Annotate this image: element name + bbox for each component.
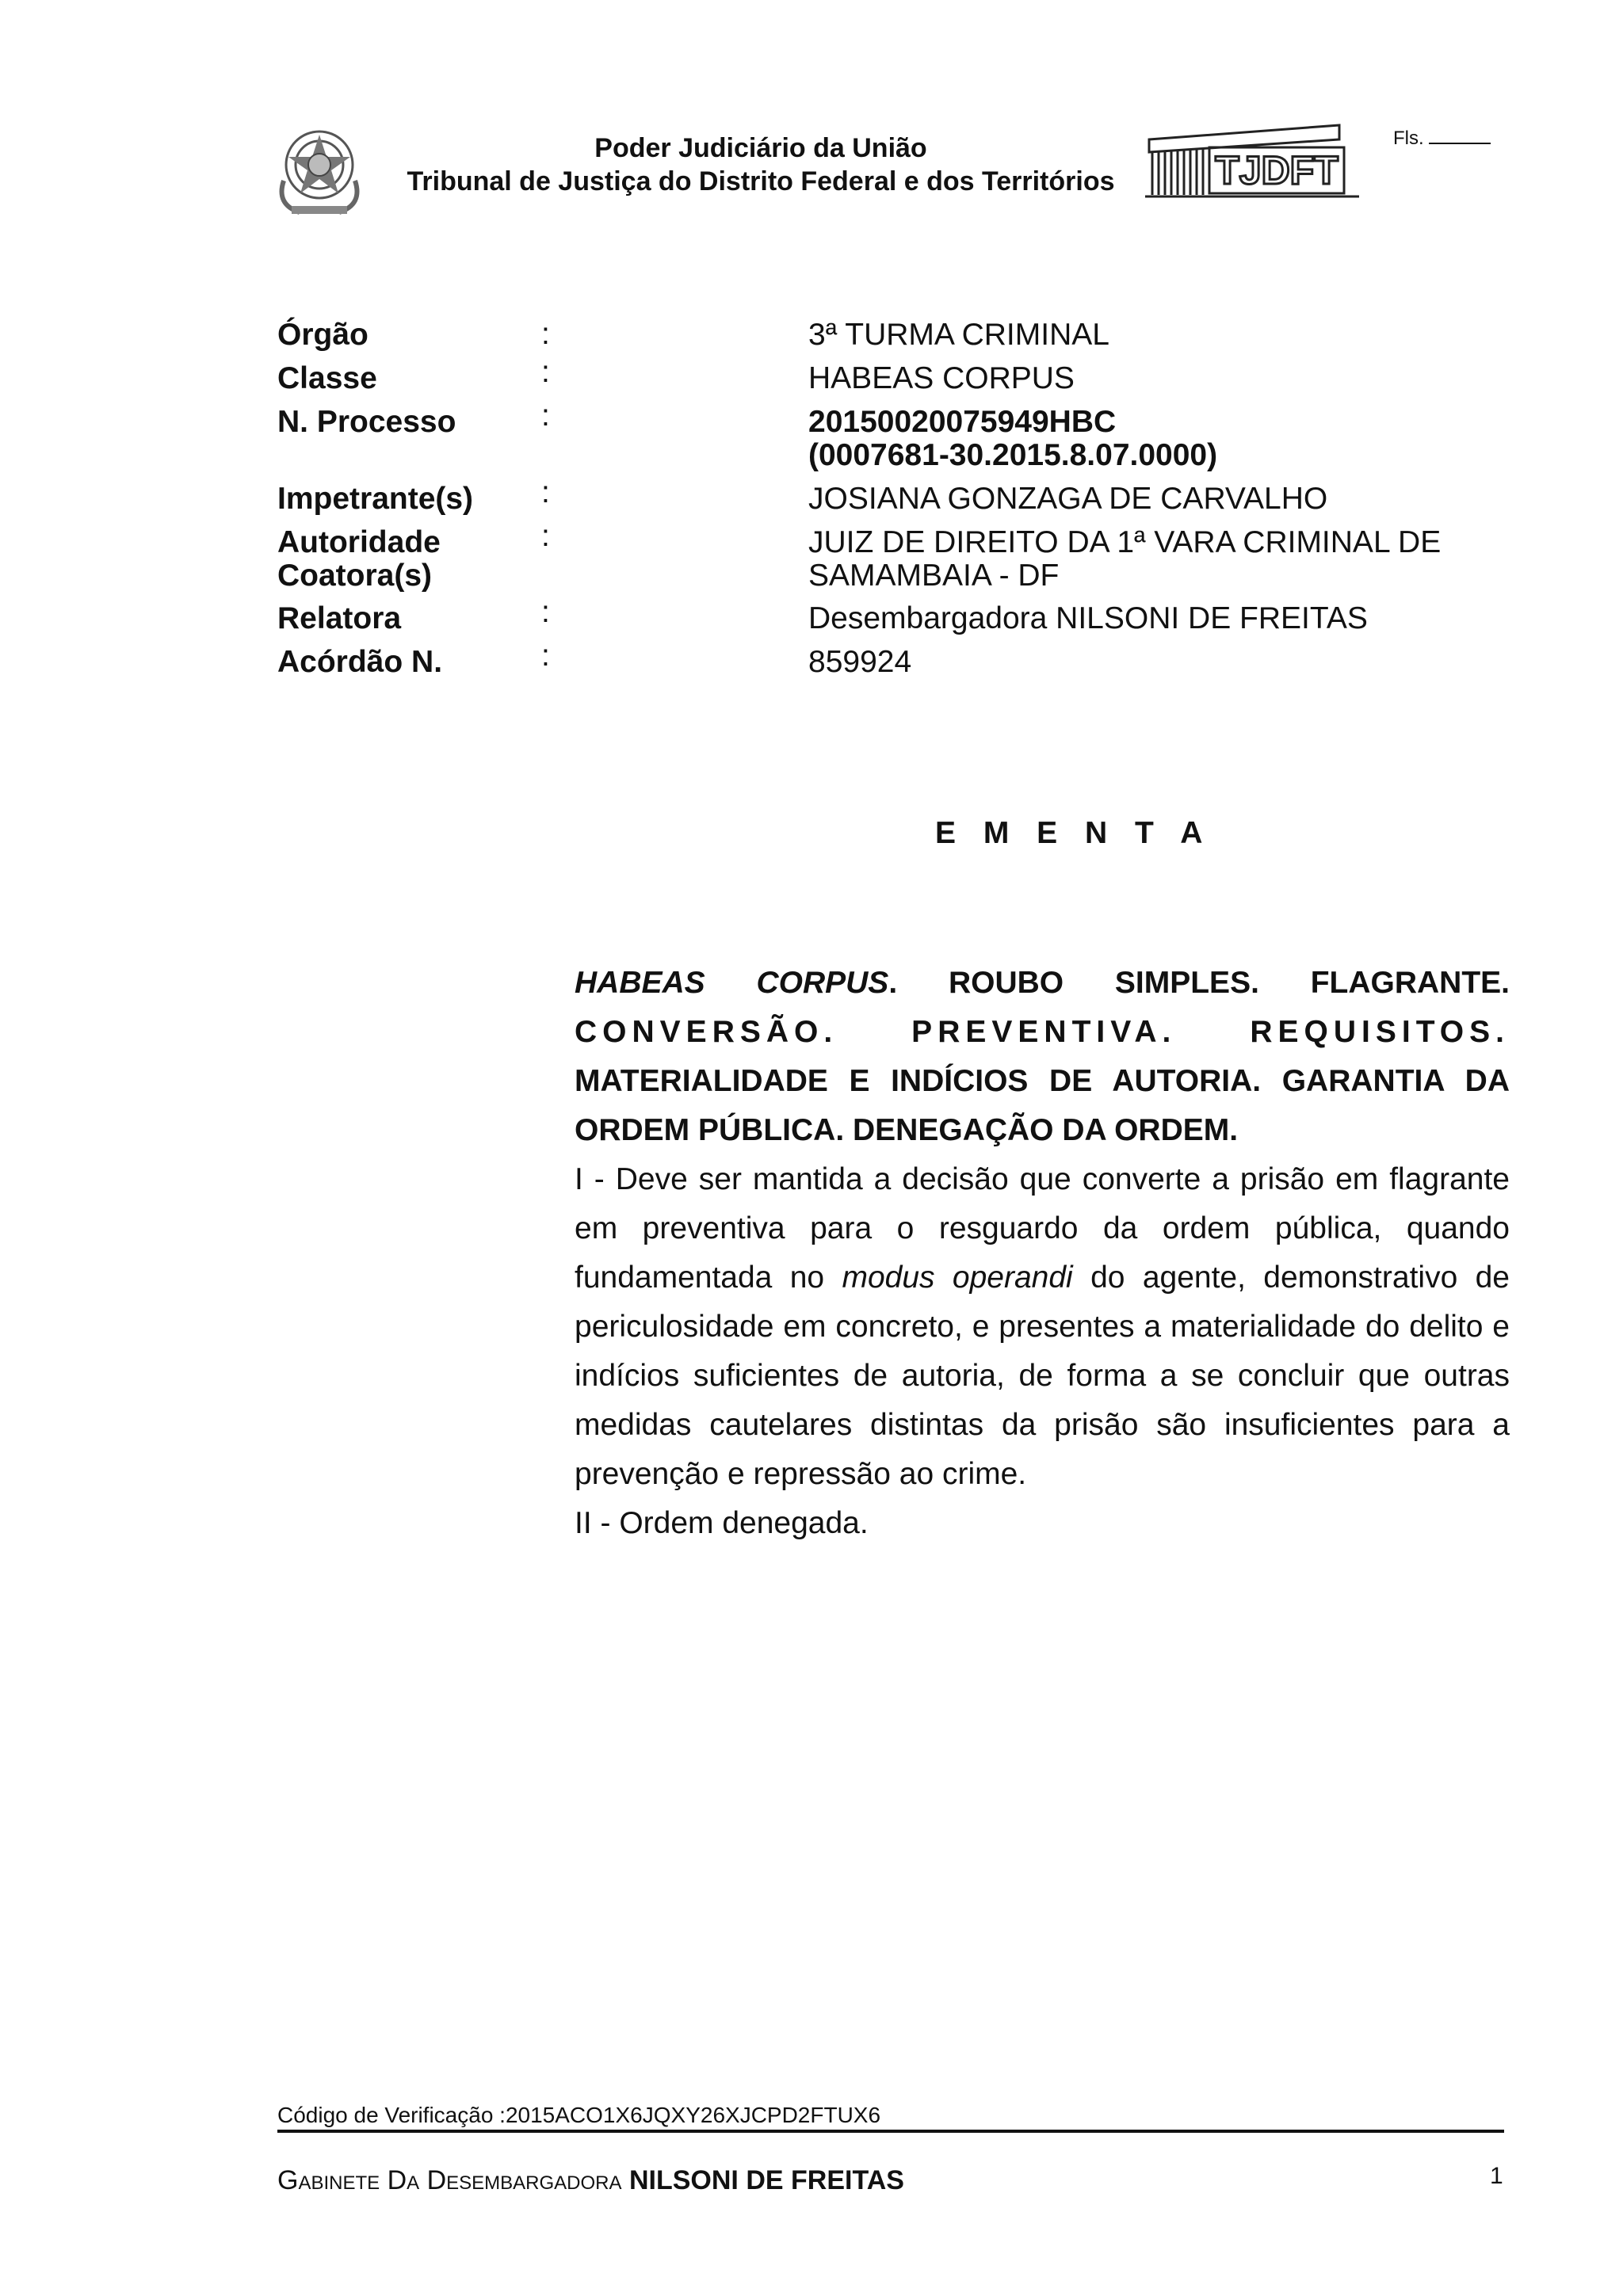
- ementa-head-italic: HABEAS CORPUS: [575, 966, 889, 1000]
- gabinete-prefix: Gabinete Da Desembargadora: [277, 2165, 622, 2195]
- ementa-item-1: [575, 1155, 1510, 1499]
- autoridade-value-2: SAMAMBAIA - DF: [808, 559, 1060, 593]
- brasil-coat-of-arms-emblem: [268, 117, 371, 220]
- page-number: 1: [1490, 2163, 1503, 2189]
- relatora-label: Relatora: [277, 601, 402, 635]
- court-header-line-2: Tribunal de Justiça do Distrito Federal e dos Territórios: [407, 166, 1115, 196]
- processo-value-2: (0007681-30.2015.8.07.0000): [808, 438, 1218, 472]
- relatora-colon: :: [541, 595, 550, 629]
- acordao-colon: :: [541, 639, 550, 673]
- classe-value: HABEAS CORPUS: [808, 361, 1075, 395]
- fls-label: Fls.: [1393, 128, 1424, 149]
- autoridade-label-1: Autoridade: [277, 525, 441, 559]
- ementa-head-rest: . ROUBO SIMPLES. FLAGRANTE.: [888, 966, 1510, 1000]
- verification-code: Código de Verificação :2015ACO1X6JQXY26XJCPD2FTUX6: [277, 2103, 881, 2127]
- ementa-body: [575, 959, 1510, 1548]
- ementa-headline-1: [575, 959, 1510, 1008]
- footer-divider: [277, 2130, 1504, 2133]
- ementa-head-line2: CONVERSÃO. PREVENTIVA. REQUISITOS.: [575, 1015, 1510, 1049]
- ementa-item-2: II - Ordem denegada.: [575, 1506, 869, 1540]
- classe-colon: :: [541, 355, 550, 389]
- impetrante-label: Impetrante(s): [277, 482, 474, 516]
- orgao-value: 3ª TURMA CRIMINAL: [808, 318, 1109, 352]
- gabinete-footer: [277, 2165, 904, 2196]
- acordao-label: Acórdão N.: [277, 645, 443, 679]
- ementa-item-1-part-b: do agente, demonstrativo de periculosidade em concreto, e presentes a materialidade do delito e indícios suficientes de autoria, de forma a se concluir que outras medidas cautelares distintas da prisão são insuficientes para a prevenção e repressão ao crime.: [575, 1261, 1510, 1491]
- processo-colon: :: [541, 399, 550, 433]
- fls-blank-line: [1429, 127, 1491, 144]
- tjdft-logo-text: TJDFT: [1215, 148, 1338, 193]
- processo-label: N. Processo: [277, 405, 456, 439]
- court-header-line-1: Poder Judiciário da União: [594, 133, 927, 163]
- impetrante-value: JOSIANA GONZAGA DE CARVALHO: [808, 482, 1328, 516]
- ementa-item-1-part-a: I - Deve ser mantida a decisão que converte a prisão em flagrante em preventiva para o resguardo da ordem pública, quando fundamentada no: [575, 1162, 1510, 1295]
- impetrante-colon: :: [541, 475, 550, 509]
- ementa-headline-3: MATERIALIDADE E INDÍCIOS DE AUTORIA. GARANTIA DA ORDEM PÚBLICA. DENEGAÇÃO DA ORDEM.: [575, 1064, 1510, 1147]
- orgao-label: Órgão: [277, 318, 369, 352]
- ementa-title: E M E N T A: [935, 816, 1212, 850]
- acordao-value: 859924: [808, 645, 912, 679]
- classe-label: Classe: [277, 361, 377, 395]
- autoridade-label-2: Coatora(s): [277, 559, 433, 593]
- ementa-item-1-italic: modus operandi: [842, 1261, 1073, 1295]
- relatora-value: Desembargadora NILSONI DE FREITAS: [808, 601, 1368, 635]
- autoridade-colon: :: [541, 519, 550, 553]
- tjdft-logo: [1141, 116, 1371, 203]
- autoridade-value-1: JUIZ DE DIREITO DA 1ª VARA CRIMINAL DE: [808, 525, 1442, 559]
- fls-field: [1393, 127, 1491, 150]
- gabinete-name: NILSONI DE FREITAS: [628, 2165, 904, 2195]
- ementa-headline-2: [575, 1008, 1510, 1057]
- processo-value-1: 20150020075949HBC: [808, 405, 1117, 439]
- orgao-colon: :: [541, 317, 550, 351]
